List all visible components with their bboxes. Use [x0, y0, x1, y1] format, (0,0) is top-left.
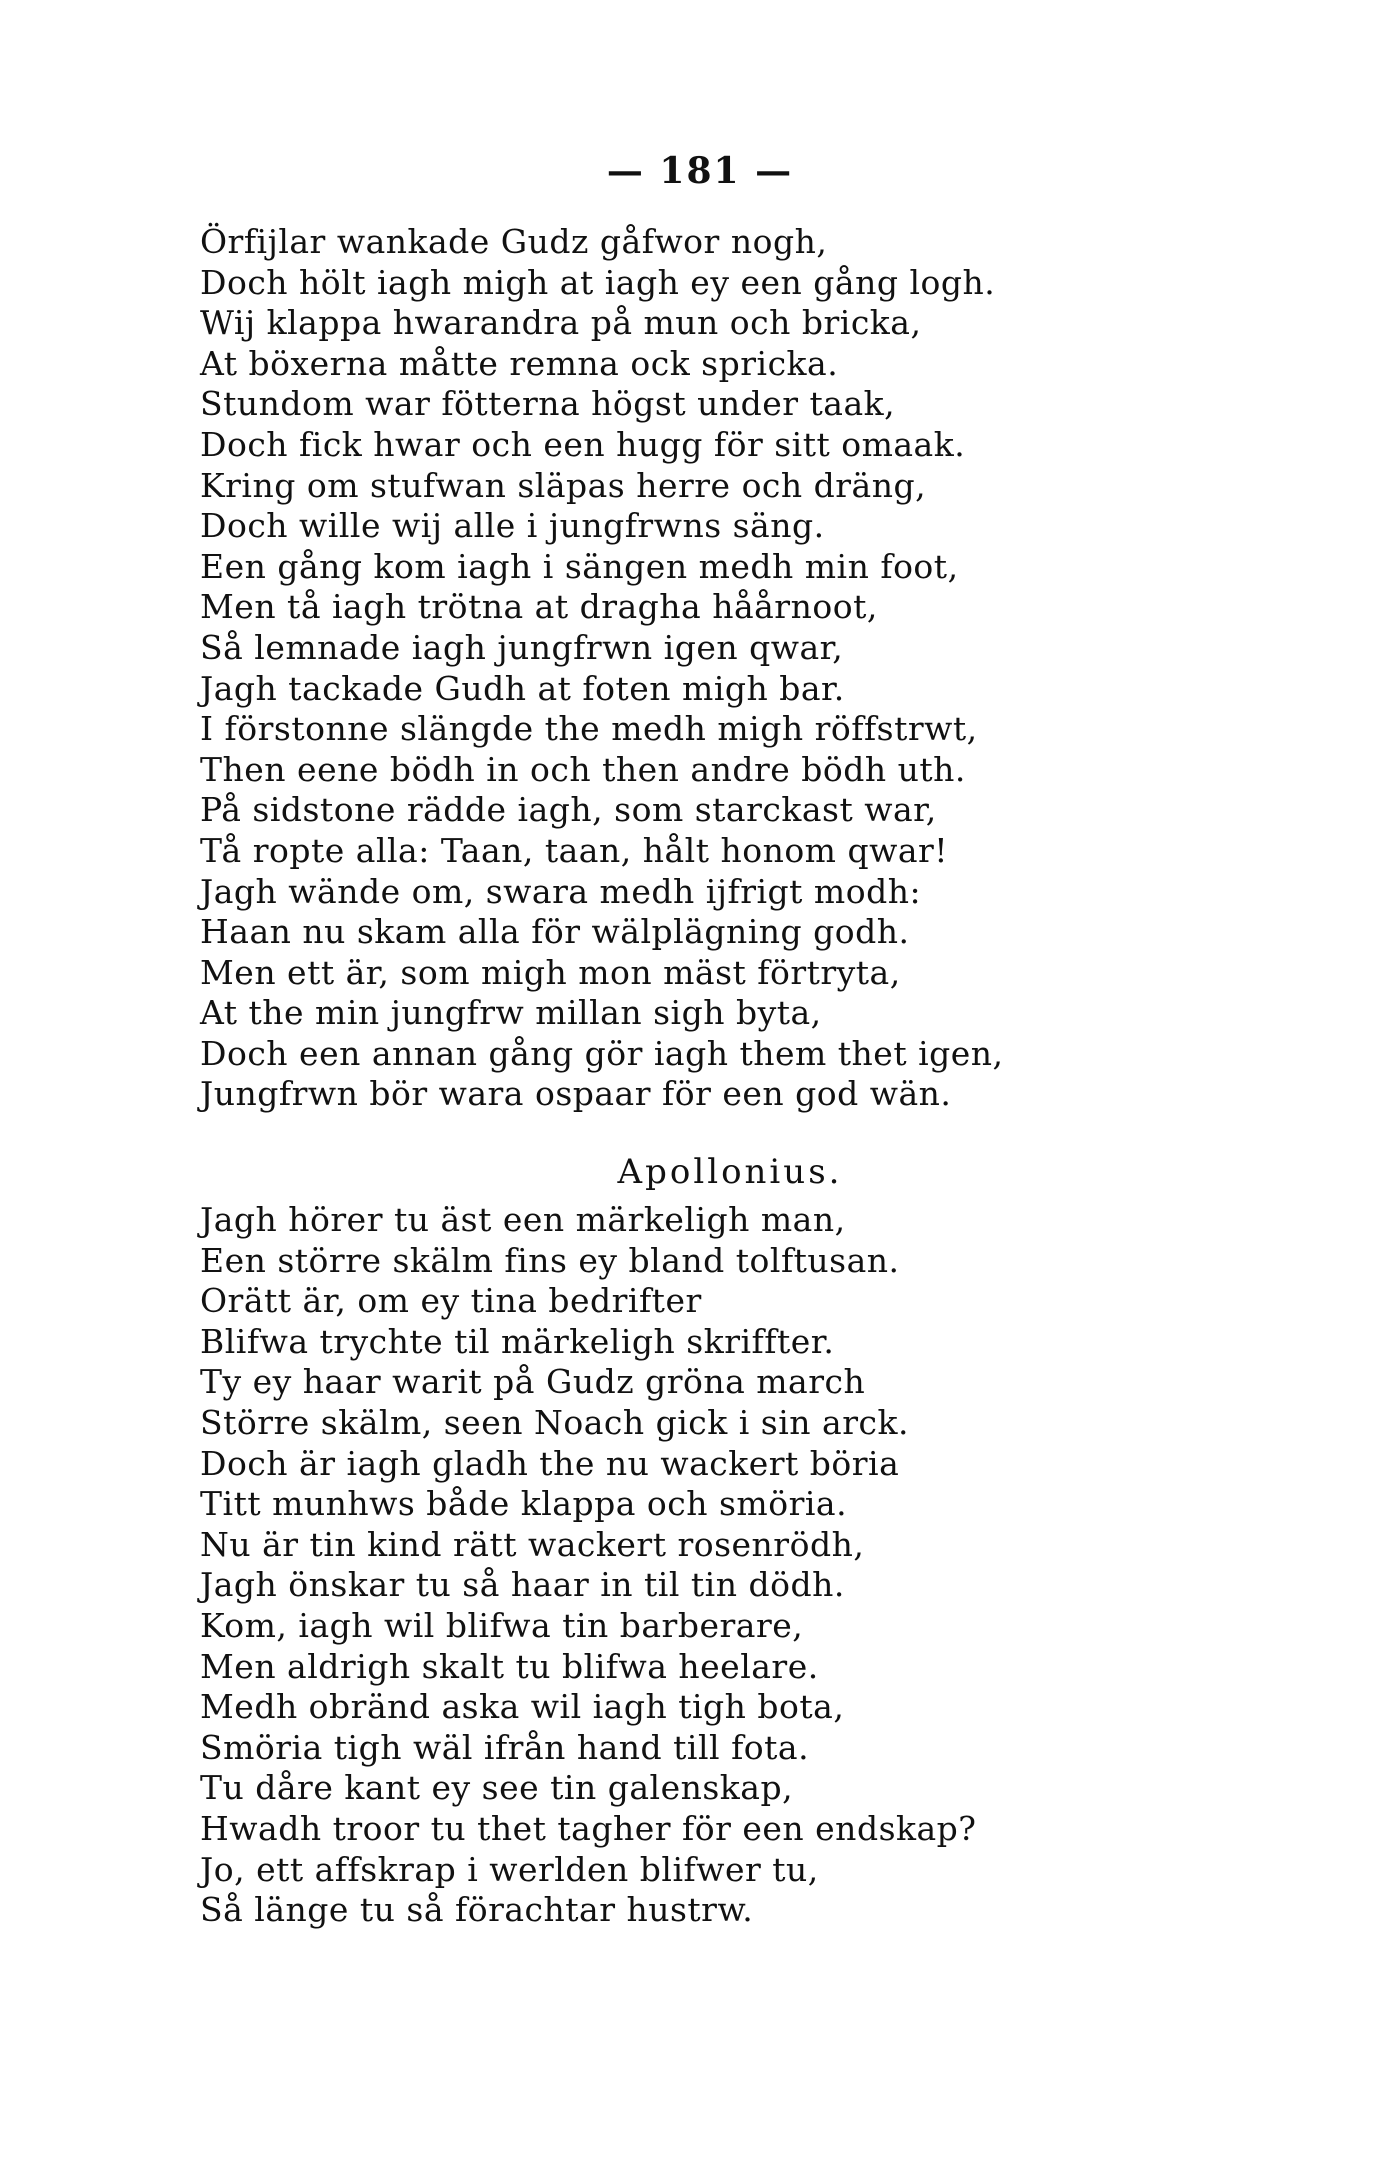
verse-line: Jagh tackade Gudh at foten migh bar. — [200, 668, 845, 708]
verse-line: Jagh hörer tu äst een märkeligh man, — [200, 1200, 846, 1239]
verse-line: Orätt är, om ey tina bedrifter — [200, 1281, 702, 1321]
verse-line: Haan nu skam alla för wälplägning godh. — [200, 912, 910, 952]
verse-line: Doch fick hwar och een hugg för sitt omaak. — [200, 424, 966, 464]
verse-line: At böxerna måtte remna ock spricka. — [200, 343, 839, 383]
verse-line: Jungfrwn bör wara ospaar för een god wän. — [200, 1074, 952, 1114]
verse-line: Titt munhws både klappa och smöria. — [200, 1484, 848, 1524]
verse-block-1 — [200, 222, 1220, 1115]
verse-line: Een gång kom iagh i sängen medh min foot, — [200, 546, 959, 586]
verse-line: Stundom war fötterna högst under taak, — [200, 384, 896, 424]
verse-line: Wij klappa hwarandra på mun och bricka, — [200, 303, 922, 343]
verse-line: Så lemnade iagh jungfrwn igen qwar, — [200, 627, 844, 667]
verse-line: Then eene bödh in och then andre bödh uth. — [200, 749, 966, 789]
verse-line: Nu är tin kind rätt wackert rosenrödh, — [200, 1524, 865, 1564]
verse-line: I förstonne slängde the medh migh röffstrwt, — [200, 709, 978, 749]
verse-line: Doch wille wij alle i jungfrwns säng. — [200, 506, 825, 546]
verse-line: På sidstone rädde iagh, som starckast war, — [200, 790, 937, 830]
verse-line: Men tå iagh trötna at dragha håårnoot, — [200, 587, 878, 627]
verse-line: Jagh wände om, swara medh ijfrigt modh: — [200, 871, 922, 911]
verse-line: Hwadh troor tu thet tagher för een endskap? — [200, 1808, 977, 1848]
verse-line: Kring om stufwan släpas herre och dräng, — [200, 465, 927, 505]
verse-line: Men ett är, som migh mon mäst förtryta, — [200, 952, 901, 992]
verse-line: Doch är iagh gladh the nu wackert böria — [200, 1443, 900, 1483]
verse-line: Medh obränd aska wil iagh tigh bota, — [200, 1687, 845, 1727]
verse-line: Doch hölt iagh migh at iagh ey een gång logh. — [200, 262, 996, 302]
verse-line: Tu dåre kant ey see tin galenskap, — [200, 1768, 794, 1808]
verse-line: Kom, iagh wil blifwa tin barberare, — [200, 1605, 804, 1645]
verse-line: Jo, ett affskrap i werlden blifwer tu, — [200, 1849, 819, 1889]
verse-line: Tå ropte alla: Taan, taan, hålt honom qwar! — [200, 830, 949, 870]
verse-line: Men aldrigh skalt tu blifwa heelare. — [200, 1646, 819, 1686]
verse-line: Större skälm, seen Noach gick i sin arck. — [200, 1402, 909, 1442]
page-number: — 181 — — [606, 150, 794, 192]
verse-line: Så länge tu så förachtar hustrw. — [200, 1890, 754, 1930]
verse-line: Blifwa trychte til märkeligh skriffter. — [200, 1321, 835, 1361]
verse-line: At the min jungfrw millan sigh byta, — [200, 993, 822, 1033]
verse-line: Een större skälm fins ey bland tolftusan. — [200, 1240, 900, 1280]
verse-line: Doch een annan gång gör iagh them thet igen, — [200, 1033, 1004, 1073]
verse-line: Ty ey haar warit på Gudz gröna march — [200, 1362, 866, 1402]
verse-line: Smöria tigh wäl ifrån hand till fota. — [200, 1727, 810, 1767]
section-heading: Apollonius. — [617, 1152, 843, 1192]
verse-line: Jagh önskar tu så haar in til tin dödh. — [200, 1565, 845, 1605]
verse-block-2 — [200, 1200, 1220, 1931]
verse-line: Örfijlar wankade Gudz gåfwor nogh, — [200, 222, 828, 261]
